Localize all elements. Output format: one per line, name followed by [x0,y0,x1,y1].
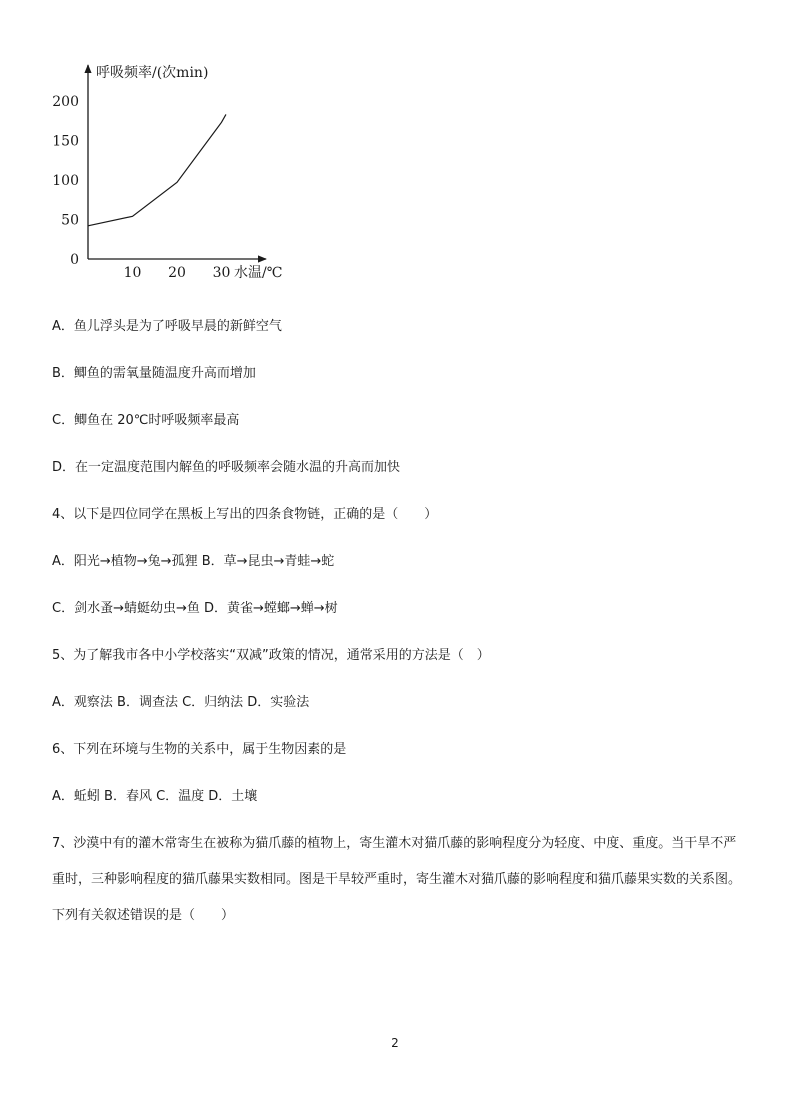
q4-options-cd: C．剑水蚤→蜻蜓幼虫→鱼 D．黄雀→螳螂→蝉→树 [52,601,338,616]
x-ticks [124,265,231,281]
page-number: 2 [391,1036,399,1050]
q5-stem: 5、为了解我市各中小学校落实“双减”政策的情况，通常采用的方法是（ ） [52,648,490,663]
q4-options-ab: A．阳光→植物→兔→孤狸 B．草→昆虫→青蛙→蛇 [52,554,335,569]
y-tick-label: 50 [61,212,79,229]
q3-option-c: C．鲫鱼在 20℃时呼吸频率最高 [52,413,240,428]
q3-option-b: B．鲫鱼的需氧量随温度升高而增加 [52,366,256,381]
y-tick-label: 0 [70,252,79,268]
x-tick-label: 20 [168,265,186,281]
q5-options: A．观察法 B．调查法 C．归纳法 D．实验法 [52,695,310,710]
q6-stem: 6、下列在环境与生物的关系中，属于生物因素的是 [52,742,347,757]
respiration-rate-chart [52,55,320,295]
y-ticks [52,94,79,268]
respiration-series-line [88,114,226,225]
q3-option-a: A．鱼儿浮头是为了呼吸早晨的新鲜空气 [52,319,282,334]
y-tick-label: 200 [52,94,79,110]
q3-option-d: D．在一定温度范围内解鱼的呼吸频率会随水温的升高而加快 [52,460,401,475]
q7-stem: 7、沙漠中有的灌木常寄生在被称为猫爪藤的植物上，寄生灌木对猫爪藤的影响程度分为轻度、中度、重度。当干旱不严重时，三种影响程度的猫爪藤果实数相同。图是干旱较严重时，寄生灌木对猫爪藤的影响程度和猫爪藤果实数的关系图。下列有关叙述错误的是（ ） [52,836,742,923]
y-axis-label: 呼吸频率/(次min) [96,65,209,81]
x-axis-label: 水温/℃ [234,265,283,281]
chart-svg [52,55,320,295]
y-tick-label: 100 [52,173,79,189]
x-tick-label: 30 [212,265,231,281]
q6-options: A．蚯蚓 B．春风 C．温度 D．土壤 [52,789,258,804]
q4-stem: 4、以下是四位同学在黑板上写出的四条食物链，正确的是（ ） [52,507,438,522]
x-tick-label: 10 [123,265,142,281]
y-tick-label: 150 [52,133,79,150]
